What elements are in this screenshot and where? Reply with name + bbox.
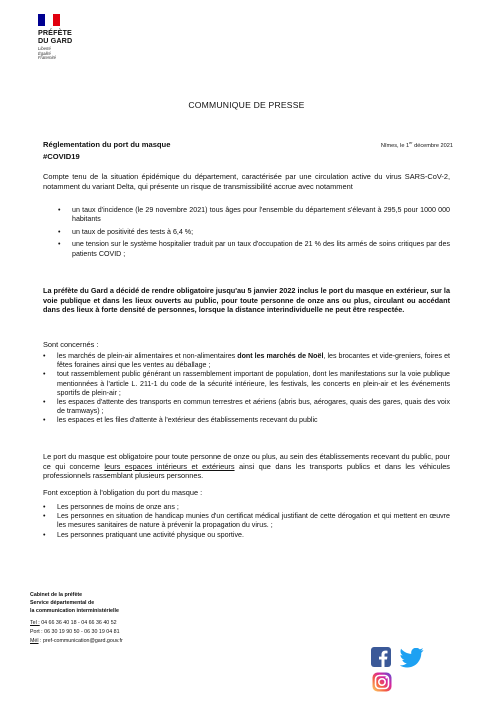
item1-a: les marchés de plein-air alimentaires et non-alimentaires <box>57 352 238 360</box>
motto-liberte: Liberté <box>38 46 51 51</box>
indicators-list <box>58 206 450 262</box>
list-item: • Les personnes pratiquant une activité physique ou sportive. <box>43 531 450 540</box>
list-item: • une tension sur le système hospitalier traduit par un taux d'occupation de 21 % des lits armés de soins critiques par des patients COVID ; <box>58 240 450 259</box>
indoor-a: Le port du masque est obligatoire pour toute personne de onze ou plus, au sein des établissements recevant du public, pour ce qui concerne <box>43 452 450 471</box>
authority-line2: DU GARD <box>38 36 73 45</box>
footer-mel[interactable] <box>30 638 123 645</box>
authority-line1: PRÉFÈTE <box>38 28 72 37</box>
list-item: • Les personnes en situation de handicap munies d'un certificat médical justifiant de cette dérogation et qui mettent en œuvre les mesures sanitaires de nature à prévenir la propagation du virus. ; <box>43 512 450 530</box>
indoor-b: leurs espaces intérieurs et extérieurs <box>104 461 235 471</box>
instagram-icon[interactable] <box>372 672 392 697</box>
tel-value: 04 66 36 40 18 - 04 66 36 40 52 <box>39 620 117 626</box>
footer-communication: la communication interministérielle <box>30 608 119 614</box>
motto-egalite: Égalité <box>38 50 51 56</box>
concerned-title: Sont concernés : <box>43 340 99 349</box>
exceptions-list <box>43 503 450 540</box>
hashtag: #COVID19 <box>43 152 80 161</box>
motto-fraternite: Fraternité <box>38 55 56 61</box>
press-release-title: COMMUNIQUE DE PRESSE <box>188 100 305 110</box>
french-flag-icon <box>38 14 60 26</box>
concerned-list <box>43 352 450 426</box>
item1-c: , les brocantes et vide-greniers, foires et fêtes foraines ainsi que les ventes au déballage ; <box>57 352 450 370</box>
list-item: • Les personnes de moins de onze ans ; <box>43 503 450 512</box>
mel-label: Mél <box>30 638 39 644</box>
tel-label: Tel : <box>30 620 40 626</box>
footer-tel <box>30 620 117 627</box>
footer-cabinet: Cabinet de la préfète <box>30 592 83 598</box>
indoor-paragraph <box>43 452 450 481</box>
item1-b: dont les marchés de Noël <box>237 352 324 360</box>
indoor-c: ainsi que dans les transports publics et dans les véhicules professionnels rassemblant plusieurs personnes. <box>43 461 451 481</box>
footer-service: Service départemental de <box>30 600 95 606</box>
list-item: • un taux d'incidence (le 29 novembre 2021) tous âges pour l'ensemble du département s'élevant à 295,5 pour 1000 000 habitants <box>58 206 450 225</box>
list-item: • les espaces d'attente des transports en commun terrestres et aériens (abris bus, aérogares, quais des gares, quais des voix de tramways) ; <box>43 398 450 416</box>
twitter-icon[interactable] <box>400 648 424 673</box>
subject-heading: Réglementation du port du masque <box>43 140 171 149</box>
prefecture-logo <box>38 14 98 61</box>
list-item: • tout rassemblement public générant un rassemblement important de population, dont les manifestations sur la voie publique mentionnées à l'article L. 211-1 du code de la sécurité intérieure, les festivals, les concerts en plein-air et les événements sportifs de plein-air ; <box>43 370 450 398</box>
footer-port: Port : 06 30 19 90 50 - 06 30 19 04 81 <box>30 629 120 635</box>
release-date <box>381 141 453 149</box>
exceptions-title: Font exception à l'obligation du port du masque : <box>43 488 203 497</box>
decision-paragraph: La préfète du Gard a décidé de rendre obligatoire jusqu'au 5 janvier 2022 inclus le port du masque en extérieur, sur la voie publique et dans les lieux ouverts au public, pour toute personne de onze ans ou plus, circulant ou accédant dans des lieux à forte densité de personnes, lorsque la distance interindividuelle ne peut être respectée. <box>43 286 450 315</box>
date-rest: décembre 2021 <box>412 142 453 149</box>
list-item <box>43 352 450 370</box>
facebook-icon[interactable] <box>371 647 391 672</box>
list-item: • les espaces et les files d'attente à l'extérieur des établissements recevant du public <box>43 416 450 425</box>
date-text: Nîmes, le 1 <box>380 142 410 149</box>
intro-paragraph: Compte tenu de la situation épidémique du département, caractérisée par une circulation active du virus SARS-CoV-2, notamment du variant Delta, qui présente un risque de transmissibilité accrue avec notamment <box>43 172 450 191</box>
list-item: • un taux de positivité des tests à 6,4 %; <box>58 228 450 237</box>
mel-value[interactable]: : pref-communication@gard.gouv.fr <box>38 638 123 644</box>
date-sup: er <box>409 141 413 145</box>
